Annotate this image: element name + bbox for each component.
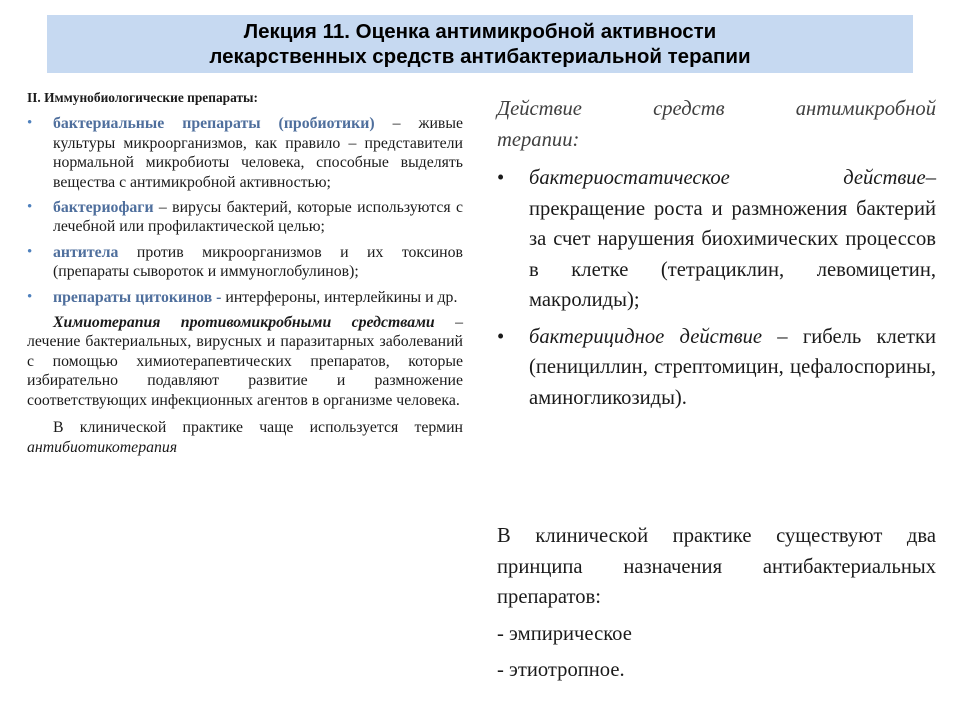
list-item bbox=[27, 243, 463, 282]
principle-item: - этиотропное. bbox=[497, 659, 625, 681]
chemotherapy-paragraph bbox=[27, 313, 463, 410]
bullet-icon: • bbox=[27, 288, 33, 305]
clinical-practice-block bbox=[497, 521, 936, 686]
clinical-practice-text: В клинической практике существуют два принципа назначения антибактериальных препаратов: bbox=[497, 525, 936, 608]
term: препараты цитокинов - bbox=[53, 288, 222, 306]
list-item bbox=[497, 322, 936, 414]
practice-text: В клинической практике чаще используется термин bbox=[53, 419, 463, 437]
bullet-icon: • bbox=[497, 325, 505, 348]
term: бактериостатическое действие bbox=[529, 167, 926, 189]
list-item bbox=[27, 198, 463, 237]
left-column bbox=[27, 88, 463, 457]
chemotherapy-definition: – лечение бактериальных, вирусных и паразитарных заболеваний с помощью химиотерапевтических препаратов, которые избирательно подавляют развитие и размножение соответствующих инфекционных агентов в организме человека. bbox=[27, 314, 463, 409]
list-item bbox=[497, 163, 936, 316]
definition: – живые культуры микроорганизмов, как правило – представители нормальной микробиоты человека, способные выделять вещества с антимикробной активностью; bbox=[53, 115, 464, 191]
term: бактериофаги bbox=[53, 199, 154, 217]
action-heading-line-2: терапии: bbox=[497, 128, 580, 151]
bullet-icon: • bbox=[27, 115, 33, 132]
chemotherapy-term: Химиотерапия противомикробными средствами bbox=[53, 314, 435, 332]
bullet-icon: • bbox=[27, 199, 33, 216]
action-heading-line-1: Действие средств антимикробной bbox=[497, 98, 936, 120]
definition: интерфероны, интерлейкины и др. bbox=[221, 288, 458, 306]
definition: – прекращение роста и размножения бактерий за счет нарушения биохимических процессов в клетке (тетрациклин, левомицетин, макролиды); bbox=[529, 167, 936, 311]
definition: против микроорганизмов и их токсинов (препараты сывороток и иммуноглобулинов); bbox=[53, 243, 463, 281]
title-line-1: Лекция 11. Оценка антимикробной активности bbox=[243, 20, 717, 43]
principle-item: - эмпирическое bbox=[497, 622, 632, 645]
action-heading bbox=[497, 94, 936, 155]
right-column bbox=[497, 94, 936, 681]
list-item bbox=[27, 288, 463, 307]
term: антитела bbox=[53, 243, 119, 261]
definition: – вирусы бактерий, которые используются с лечебной или профилактической целью; bbox=[53, 199, 463, 236]
list-item bbox=[27, 114, 463, 192]
bullet-icon: • bbox=[497, 167, 505, 189]
section-heading: II. Иммунобиологические препараты: bbox=[27, 90, 258, 105]
practice-term: антибиотикотерапия bbox=[27, 438, 178, 456]
definition: – гибель клетки (пенициллин, стрептомицин, цефалоспорины, аминогликозиды). bbox=[529, 325, 936, 409]
practice-paragraph bbox=[27, 418, 463, 457]
term: бактериальные препараты (пробиотики) bbox=[53, 115, 375, 133]
term: бактерицидное действие bbox=[529, 325, 763, 348]
title-line-2: лекарственных средств антибактериальной терапии bbox=[209, 45, 751, 68]
bullet-icon: • bbox=[27, 243, 33, 260]
slide-title bbox=[47, 15, 913, 73]
